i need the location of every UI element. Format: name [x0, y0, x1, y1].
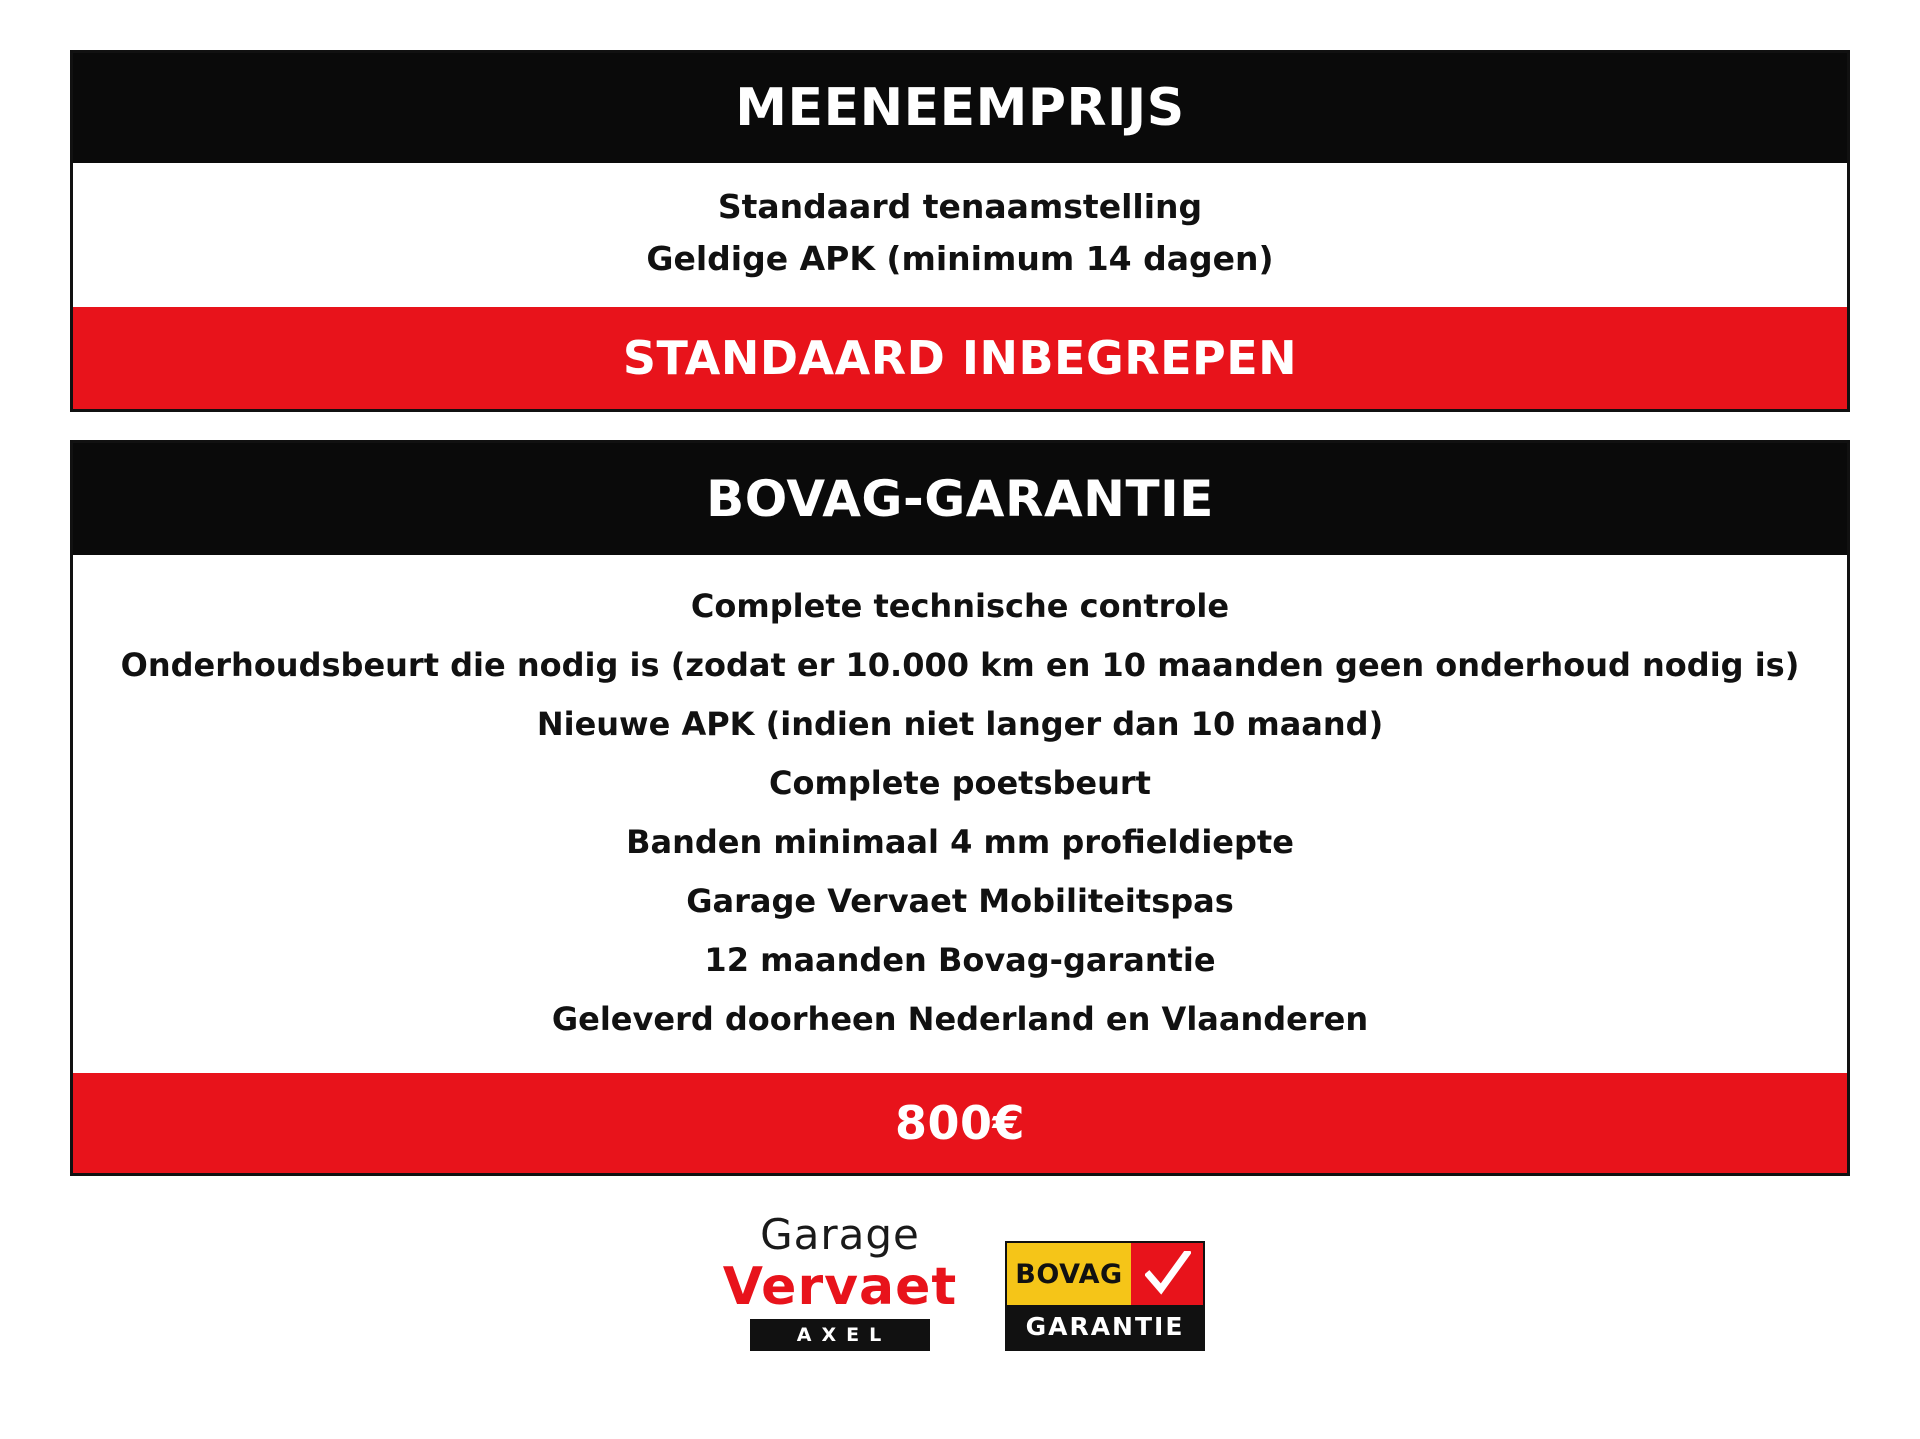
list-item: Onderhoudsbeurt die nodig is (zodat er 10.000 km en 10 maanden geen onderhoud nodig is): [120, 646, 1800, 684]
list-item: Complete poetsbeurt: [769, 764, 1151, 802]
garage-logo-word-vervaet: Vervaet: [722, 1257, 958, 1317]
logo-row: [70, 1212, 1850, 1351]
bovag-garantie-card: [70, 440, 1850, 1176]
garage-vervaet-logo: [715, 1212, 965, 1351]
bovag-garantie-title: BOVAG-GARANTIE: [73, 443, 1847, 555]
bovag-garantie-body: [73, 555, 1847, 1073]
list-item: Complete technische controle: [690, 587, 1230, 625]
list-item: Banden minimaal 4 mm profieldiepte: [626, 823, 1294, 861]
bovag-logo-yellow-field: [1007, 1243, 1131, 1305]
card-spacer: [70, 412, 1850, 440]
standaard-inbegrepen-banner: STANDAARD INBEGREPEN: [73, 307, 1847, 409]
meeneemprijs-title: MEENEEMPRIJS: [73, 53, 1847, 163]
list-item: Garage Vervaet Mobiliteitspas: [686, 882, 1234, 920]
bovag-logo-top: [1007, 1243, 1203, 1305]
list-item: Nieuwe APK (indien niet langer dan 10 maand): [536, 705, 1384, 743]
garage-logo-word-garage: Garage: [760, 1210, 920, 1259]
list-item: Standaard tenaamstelling: [717, 187, 1203, 226]
garage-logo-word-axel: AXEL: [750, 1319, 930, 1351]
bovag-garantie-logo: [1005, 1241, 1205, 1351]
bovag-logo-red-field: [1131, 1243, 1203, 1305]
list-item: 12 maanden Bovag-garantie: [704, 941, 1216, 979]
list-item: Geleverd doorheen Nederland en Vlaanderen: [551, 1000, 1369, 1038]
bovag-logo-label: GARANTIE: [1007, 1305, 1203, 1349]
price-banner: 800€: [73, 1073, 1847, 1173]
bovag-wordmark: BOVAG: [1015, 1258, 1123, 1290]
meeneemprijs-card: [70, 50, 1850, 412]
list-item: Geldige APK (minimum 14 dagen): [646, 239, 1274, 278]
checkmark-icon: [1145, 1251, 1191, 1301]
meeneemprijs-body: [73, 163, 1847, 307]
